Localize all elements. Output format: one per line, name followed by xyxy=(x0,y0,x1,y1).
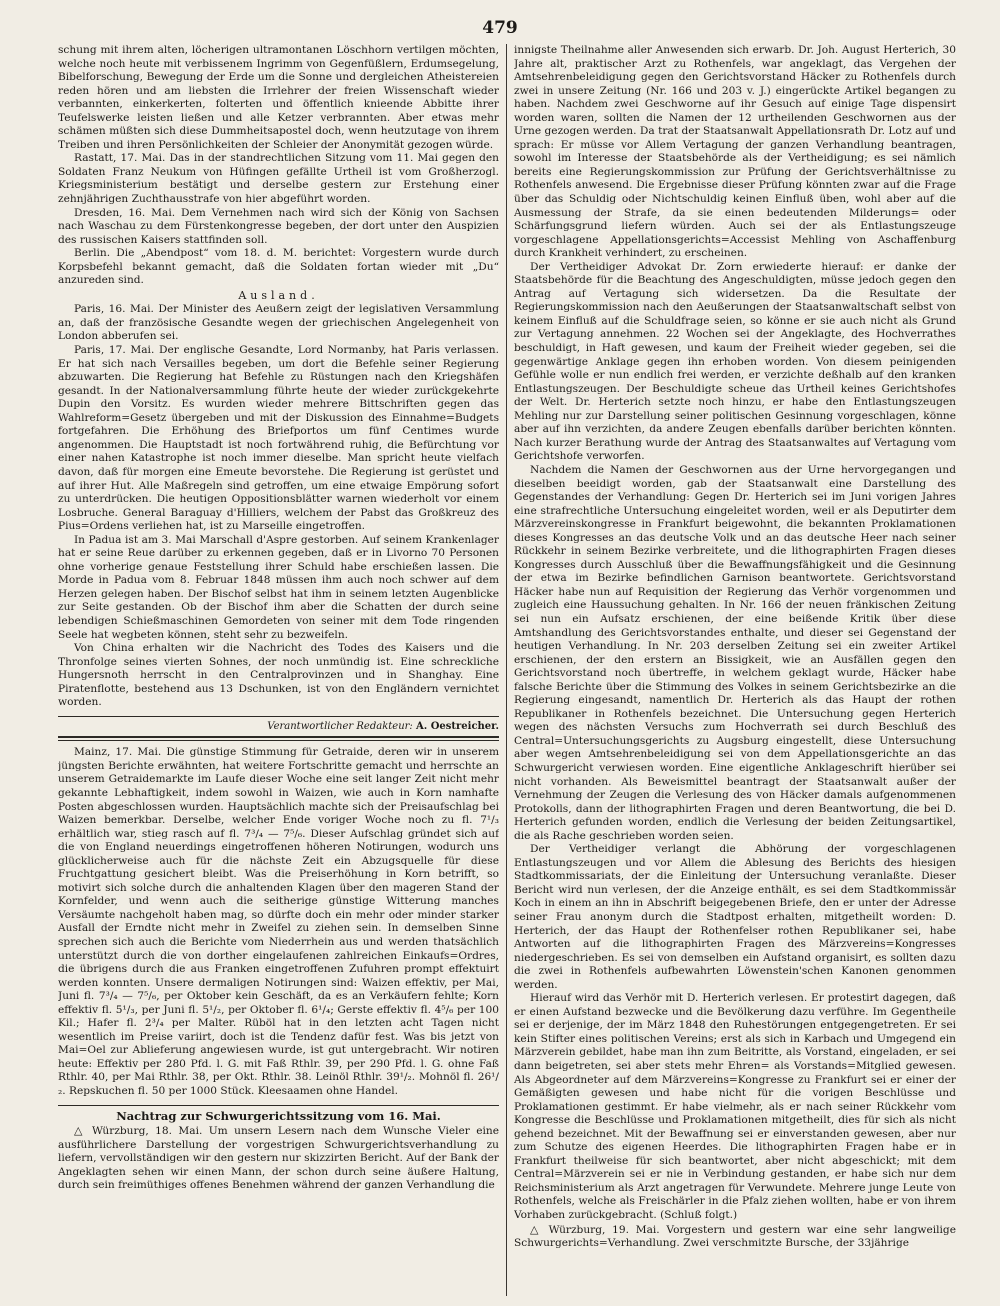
page-number: 479 xyxy=(482,18,518,38)
responsible-editor xyxy=(58,717,499,737)
article-wuerzburg-19 xyxy=(514,1223,956,1251)
right-column xyxy=(514,44,956,1296)
article-berlin: Berlin. Die „Abendpost“ vom 18. d. M. berichtet: Vorgestern wurde durch Korpsbefehl bekannt gemacht, daß die Soldaten fortan wieder mit „Du“ anzureden sind. xyxy=(58,247,499,287)
article-wuerzburg-18-text: Würzburg, 18. Mai. Um unsern Lesern nach dem Wunsche Vieler eine ausführlichere Darstellung der vorgestrigen Schwurgerichtsverhandlung zu liefern, vervollständigen wir den gestern nur skizzirten Bericht. Auf der Bank der Angeklagten sehen wir einen Mann, der schon durch seine äußere Haltung, durch sein freimüthiges offenes Benehmen während der ganzen Verhandlung die xyxy=(58,1125,499,1192)
article-paris-17: Paris, 17. Mai. Der englische Gesandte, Lord Normanby, hat Paris verlassen. Er hat sich nach Versailles begeben, um dort die Befehle seiner Regierung abzuwarten. Die Regierung hat Befehle zu Rüstungen nach den Kriegshäfen gesandt. In der Nationalversammlung führte heute der wieder zurückgekehrte Dupin den Vorsitz. Es wurden wieder mehrere Bittschriften gegen das Wahlreform=Gesetz übergeben und mit der Diskussion des Einnahme=Budgets fortgefahren. Die Erhöhung des Briefportos um fünf Centimes wurde angenommen. Die Hauptstadt ist noch fortwährend ruhig, die Befürchtung vor einer nahen Katastrophe ist noch immer dieselbe. Man spricht heute vielfach davon, daß für morgen eine Emeute bevorstehe. Die Regierung ist gerüstet und auf ihrer Hut. Alle Maßregeln sind getroffen, um eine etwaige Empörung sofort zu unterdrücken. Die heutigen Oppositionsblätter warnen wiederholt vor einem Losbruche. General Baraguay d'Hilliers, welchem der Pabst das Großkreuz des Pius=Ordens verliehen hat, ist zu Marseille eingetroffen. xyxy=(58,344,499,533)
article-wuerzburg-19-text: Würzburg, 19. Mai. Vorgestern und gestern war eine sehr langweilige Schwurgerichts=Verhandlung. Zwei verschmitzte Bursche, der 33jährige xyxy=(514,1223,956,1250)
article-prosecution-summary: Nachdem die Namen der Geschwornen aus der Urne hervorgegangen und dieselben beeidigt worden, gab der Staatsanwalt eine Darstellung des Gegenstandes der Verhandlung: Gegen Dr. Herterich sei im Juni vorigen Jahres eine strafrechtliche Untersuchung eingeleitet worden, weil er als Deputirter dem Märzvereinskongresse in Frankfurt beigewohnt, die bekannten Proklamationen dieses Kongresses an das deutsche Volk und an das deutsche Heer nach seiner Rückkehr in seinem Bezirke verbreitete, und die lithographirten Fragen dieses Kongresses durch Ausschluß über die Bewaffnungsfähigkeit und die Gesinnung der etwa im Bezirke befindlichen Garnison beantwortete. Gerichtsvorstand Häcker habe nun auf Requisition der Regierung das Verhör vorgenommen und zugleich eine Haussuchung gehalten. In Nr. 166 der neuen fränkischen Zeitung sei nun ein Aufsatz erschienen, der eine beißende Kritik über diese Amtshandlung des Gerichtsvorstandes enthalte, und dieser sei Gegenstand der heutigen Verhandlung. In Nr. 203 derselben Zeitung sei ein zweiter Artikel erschienen, der den erstern an Bissigkeit, wie an Ausfällen gegen den Gerichtsvorstand noch übertreffe, in welchem geklagt wurde, Häcker habe falsche Berichte über die Stimmung des Volkes in seinem Gerichtsbezirke an die Regierung eingesandt, namentlich Dr. Herterich als das Haupt der rothen Republikaner in Rothenfels bezeichnet. Die Untersuchung gegen Herterich wegen des nächsten Versuchs zum Hochverrath sei durch Beschluß des Central=Untersuchungsgerichts zu Augsburg eingestellt, diese Untersuchung aber wegen Amtsehrenbeleidigung sei von dem Appellationsgerichte an das Schwurgericht verwiesen worden. Eine eigentliche Anklageschrift hierüber sei nicht vorhanden. Als Beweismittel beantragt der Staatsanwalt außer der Vernehmung der Zeugen die Verlesung des von Häcker damals aufgenommenen Protokolls, dann der lithographirten Fragen und deren Beantwortung, die bei D. Herterich gefunden worden, endlich die Verlesung der beiden Zeitungsartikel, die als Rache geschrieben worden seien. xyxy=(514,463,956,842)
article-mainz-market: Mainz, 17. Mai. Die günstige Stimmung für Getraide, deren wir in unserem jüngsten Berichte erwähnten, hat weitere Fortschritte gemacht und herrschte an unserem Getraidemarkte im Laufe dieser Woche eine seit langer Zeit nicht mehr gekannte Lebhaftigkeit, indem sowohl in Waizen, wie auch in Korn namhafte Posten abgeschlossen wurden. Hauptsächlich machte sich der Preisaufschlag bei Waizen bemerkbar. Derselbe, welcher Ende voriger Woche noch zu fl. 7¹/₃ erhältlich war, stieg rasch auf fl. 7³/₄ — 7⁵/₆. Dieser Aufschlag gründet sich auf die von England neuerdings eingetroffenen höheren Notirungen, wodurch uns glücklicherweise auch für die nächste Zeit ein Abzugsquelle für diese Fruchtgattung gesichert bleibt. Was die Preiserhöhung in Korn betrifft, so motivirt sich solche durch die anhaltenden Klagen über den mageren Stand der Kornfelder, und wenn auch die seitherige günstige Witterung manches Versäumte nachgeholt haben mag, so dürfte doch ein mehr oder minder starker Ausfall der Erndte nicht mehr in Zweifel zu ziehen sein. In demselben Sinne sprechen sich auch die Berichte vom Niederrhein aus und werden thatsächlich unterstützt durch die von dorther eingelaufenen zahlreichen Einkaufs=Ordres, die übrigens durch die aus Franken eingetroffenen Zufuhren prompt effektuirt werden konnten. Unsere dermaligen Notirungen sind: Waizen effektiv, per Mai, Juni fl. 7³/₄ — 7⁵/₆, per Oktober kein Geschäft, da es an Verkäufern fehlte; Korn effektiv fl. 5¹/₃, per Juni fl. 5¹/₂, per Oktober fl. 6¹/₄; Gerste effektiv fl. 4⁵/₆ per 100 Kil.; Hafer fl. 2³/₄ per Malter. Rüböl hat in den letzten acht Tagen nicht wesentlich im Preise variirt, doch ist die Tendenz dafür fest. Was bis jetzt von Mai=Oel zur Ablieferung angewiesen wurde, ist gut untergebracht. Wir notiren heute: Effektiv per 280 Pfd. l. G. mit Faß Rthlr. 39, per 290 Pfd. l. G. ohne Faß Rthlr. 40, per Mai Rthlr. 38, per Okt. Rthlr. 38. Leinöl Rthlr. 39¹/₂. Mohnöl fl. 26¹/₂. Repskuchen fl. 50 per 1000 Stück. Kleesaamen ohne Handel. xyxy=(58,746,499,1098)
article-defence-reply: Der Vertheidiger Advokat Dr. Zorn erwiederte hierauf: er danke der Staatsbehörde für die Beachtung des Angeschuldigten, müsse jedoch gegen den Antrag auf Vertagung sich widersetzen. Da die Resultate der Regierungskommission nach den Aeußerungen der Staatsanwaltschaft selbst von keinem Einfluß auf die Schuldfrage seien, so könne er sie auch nicht als Grund zur Vertagung annehmen. 22 Wochen sei der Angeklagte, des Hochverrathes beschuldigt, in Haft gewesen, und kaum der Freiheit wieder gegeben, sei die gegenwärtige Anklage gegen ihn erhoben worden. Von diesem peinigenden Gefühle wolle er nun endlich frei werden, er verzichte deßhalb auf den kranken Entlastungszeugen. Der Beschuldigte scheue das Urtheil keines Gerichtshofes der Welt. Dr. Herterich setzte noch hinzu, er habe den Entlastungszeugen Mehling nur zur Darstellung seiner politischen Gesinnung vorgeschlagen, könne aber auf ihn verzichten, da andere Zeugen ebenfalls darüber berichten könnten. Nach kurzer Berathung wurde der Antrag des Staatsanwaltes auf Vertagung vom Gerichtshofe verworfen. xyxy=(514,260,956,463)
section-heading-ausland: Ausland. xyxy=(238,288,319,302)
left-column xyxy=(58,44,499,1288)
article-rastatt: Rastatt, 17. Mai. Das in der standrechtlichen Sitzung vom 11. Mai gegen den Soldaten Franz Neukum von Hüfingen gefällte Urtheil ist vom Großherzogl. Kriegsministerium bestätigt und derselbe gestern zur Erstehung einer zehnjährigen Zuchthausstrafe von hier abgeführt worden. xyxy=(58,152,499,206)
supplement-title: Nachtrag zur Schwurgerichtssitzung vom 16. Mai. xyxy=(116,1108,441,1123)
triangle-icon: △ xyxy=(530,1222,542,1236)
editor-name: A. Oestreicher. xyxy=(415,720,499,732)
article-wuerzburg-18 xyxy=(58,1124,499,1193)
article-dresden: Dresden, 16. Mai. Dem Vernehmen nach wird sich der König von Sachsen nach Waschau zu dem Fürstenkongresse begeben, der dort unter den Auspizien des russischen Kaisers stattfinden soll. xyxy=(58,206,499,246)
article-china: Von China erhalten wir die Nachricht des Todes des Kaisers und die Thronfolge seines vierten Sohnes, der noch unmündig ist. Eine schreckliche Hungersnoth herrscht in den Centralprovinzen und in Shanghay. Eine Piratenflotte, bestehend aus 13 Dschunken, ist von den Engländern vernichtet worden. xyxy=(58,642,499,709)
article-continuation: schung mit ihrem alten, löcherigen ultramontanen Löschhorn vertilgen möchten, welche noch heute mit verbissenem Ingrimm von Gegenfüßlern, Erdumsegelung, Bibelforschung, Bewegung der Erde um die Sonne und dergleichen Atheistereien reden hören und am liebsten die Irrlehrer der freien Wissenschaft wieder verbannten, einkerkerten, folterten und öffentlich knieende Abbitte ihrer Teufelswerke leisten ließen und alle Ketzer verbrannten. Aber etwas mehr schämen müßten sich diese Dummheitsapostel doch, wenn heutzutage von ihrem Treiben und ihren Persönlichkeiten der Schleier der Anonymität gezogen würde. xyxy=(58,44,499,151)
article-interrogation-text: Hierauf wird das Verhör mit D. Herterich verlesen. Er protestirt dagegen, daß er einen Aufstand bezwecke und die Bevölkerung dazu verführe. Im Gegentheile sei er derjenige, der im März 1848 den Ruhestörungen entgegengetreten. Er sei kein Stifter eines politischen Vereins; erst als sich in Karbach und Umgegend ein Märzverein gebildet, habe man ihn zum Beitritte, als Vorstand, eingeladen, er sei dann beigetreten, sei aber stets mehr Ehren= als Vorstands=Mitglied gewesen. Als Abgeordneter auf dem Märzvereins=Kongresse zu Frankfurt sei er einer der Gemäßigten gewesen und habe nicht für die vorigen Beschlüsse und Proklamationen gestimmt. Er habe vielmehr, als er nach seiner Rückkehr vom Kongresse die Beschlüsse und Proklamationen mitgetheilt, dies für sich als nicht gehend bezeichnet. Mit der Bewaffnung sei er einverstanden gewesen, aber nur zum Schutze des eigenen Heerdes. Die lithographirten Fragen habe er in Frankfurt theilweise für sich beantwortet, aber nicht abgeschickt; mit dem Central=Märzverein sei er nie in Verbindung gestanden, er habe sich nur dem Reichsministerium als Arzt angetragen für Verwundete. Mehrere junge Leute von Rothenfels, welche als Freischärler in die Pfalz ziehen wollten, habe er von ihrem Vorhaben zurückgebracht. xyxy=(514,992,956,1222)
editor-label: Verantwortlicher Redakteur: xyxy=(267,720,413,732)
to-be-continued: (Schluß folgt.) xyxy=(660,1209,738,1222)
article-paris-16: Paris, 16. Mai. Der Minister des Aeußern zeigt der legislativen Versammlung an, daß der französische Gesandte wegen der griechischen Angelegenheit von London abberufen sei. xyxy=(58,303,499,343)
section-divider xyxy=(58,736,499,741)
article-interrogation xyxy=(514,992,956,1222)
supplement-rule xyxy=(58,1105,499,1106)
column-divider xyxy=(506,44,507,1296)
article-padua: In Padua ist am 3. Mai Marschall d'Aspre gestorben. Auf seinem Krankenlager hat er seine Reue darüber zu erkennen gegeben, daß er in Livorno 70 Personen ohne vorherige genaue Feststellung ihrer Schuld habe erschießen lassen. Die Morde in Padua vom 8. Februar 1848 müssen ihm auch noch schwer auf dem Herzen gelegen haben. Der Bischof selbst hat ihm in seinem letzten Augenblicke zur Seite gestanden. Ob der Bischof ihm aber die Schatten der durch seine lebendigen Schießmaschinen Gemordeten von seiner mit dem Tode ringenden Seele hat wegbeten können, steht sehr zu bezweifeln. xyxy=(58,533,499,641)
article-continuation-right: innigste Theilnahme aller Anwesenden sich erwarb. Dr. Joh. August Herterich, 30 Jahre alt, praktischer Arzt zu Rothenfels, war angeklagt, das Vergehen der Amtsehrenbeleidigung gegen den Gerichtsvorstand Häcker zu Rothenfels durch zwei in unsere Zeitung (Nr. 166 und 203 v. J.) eingerückte Artikel begangen zu haben. Nachdem zwei Geschworne auf ihr Gesuch auf einige Tage dispensirt worden waren, sollten die Namen der 12 urtheilenden Geschwornen aus der Urne gezogen werden. Da trat der Staatsanwalt Appellationsrath Dr. Lotz auf und sprach: Er müsse vor Allem Vertagung der ganzen Verhandlung beantragen, sowohl im Interesse der Staatsbehörde als der Vertheidigung; es sei nämlich bereits eine Regierungskommission zur Prüfung der Gerichtsverhältnisse zu Rothenfels anwesend. Die Ergebnisse dieser Prüfung könnten zwar auf die Frage über das Schuldig oder Nichtschuldig keinen Einfluß üben, wohl aber auf die Ausmessung der Strafe, da sie einen bedeutenden Milderungs= oder Schärfungsgrund liefern würden. Auch sei der als Entlastungszeuge vorgeschlagene Appellationsgerichts=Accessist Mehling von Aschaffenburg durch Krankheit verhindert, zu erscheinen. xyxy=(514,44,956,260)
triangle-icon: △ xyxy=(74,1124,86,1138)
article-defence-request: Der Vertheidiger verlangt die Abhörung der vorgeschlagenen Entlastungszeugen und vor Allem die Ablesung des Berichts des hiesigen Stadtkommissariats, der die Einleitung der Untersuchung veranlaßte. Dieser Bericht wird nun verlesen, der die Anzeige enthält, es sei dem Stadtkommissär Koch in einem an ihn in Abschrift beigegebenen Briefe, den er unter der Adresse seiner Frau anonym durch die Stadtpost erhalten, mitgetheilt worden: D. Herterich, der das Haupt der Rothenfelser rothen Republikaner sei, habe Antworten auf die lithographirten Fragen des Märzvereins=Kongresses niedergeschrieben. Es sei von demselben ein Aufstand organisirt, es sollten dazu die zwei in Rothenfels aufbewahrten Löwenstein'schen Kanonen genommen werden. xyxy=(514,843,956,991)
